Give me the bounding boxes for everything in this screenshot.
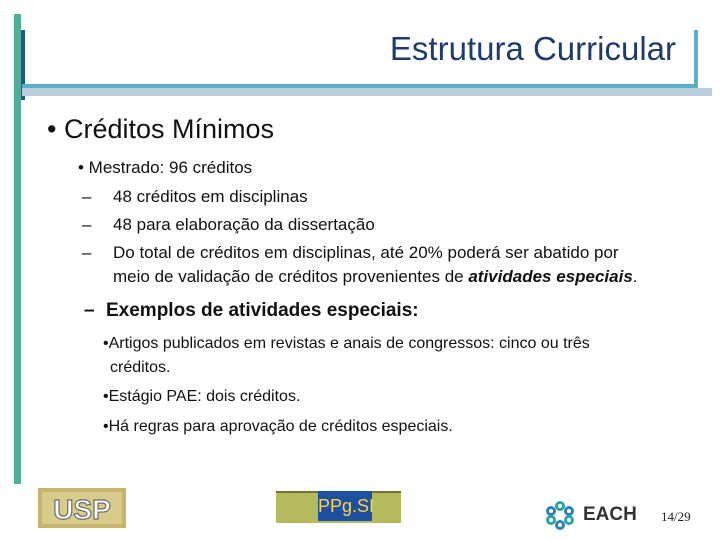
item-2: 48 para elaboração da dissertação xyxy=(113,215,375,234)
examples-dash: – xyxy=(84,300,95,321)
mestrado-line: • Mestrado: 96 créditos xyxy=(78,158,253,177)
each-logo-icon xyxy=(545,500,575,530)
item-3-line2 xyxy=(113,267,638,287)
item-3-line1: Do total de créditos em disciplinas, até 20% poderá ser abatido por xyxy=(113,243,619,262)
item-1: 48 créditos em disciplinas xyxy=(113,187,308,206)
ppgsi-badge xyxy=(276,491,401,523)
usp-logo xyxy=(38,488,126,528)
example-2: •Estágio PAE: dois créditos. xyxy=(103,388,301,405)
example-1-line1: •Artigos publicados em revistas e anais de congressos: cinco ou três xyxy=(103,335,590,352)
ppgsi-label: PPg.SI xyxy=(318,491,372,521)
item-3-line2-prefix: meio de validação de créditos provenientes de xyxy=(113,267,469,286)
item-3-line2-suffix: . xyxy=(632,267,638,286)
item-3-emphasis: atividades especiais xyxy=(468,267,633,286)
dash-2: – xyxy=(82,215,92,234)
slide-title: Estrutura Curricular xyxy=(389,30,676,67)
example-3: •Há regras para aprovação de créditos especiais. xyxy=(103,418,453,435)
page-number: 14/29 xyxy=(661,509,691,524)
heading-creditos-minimos: • Créditos Mínimos xyxy=(47,114,275,144)
usp-logo-text: USP xyxy=(53,494,111,525)
dash-1: – xyxy=(82,187,92,206)
examples-heading: Exemplos de atividades especiais: xyxy=(106,300,419,321)
usp-logo-icon xyxy=(38,488,126,528)
dash-3: – xyxy=(82,243,92,262)
example-1-line2: créditos. xyxy=(110,359,171,376)
each-label: EACH xyxy=(583,504,637,525)
